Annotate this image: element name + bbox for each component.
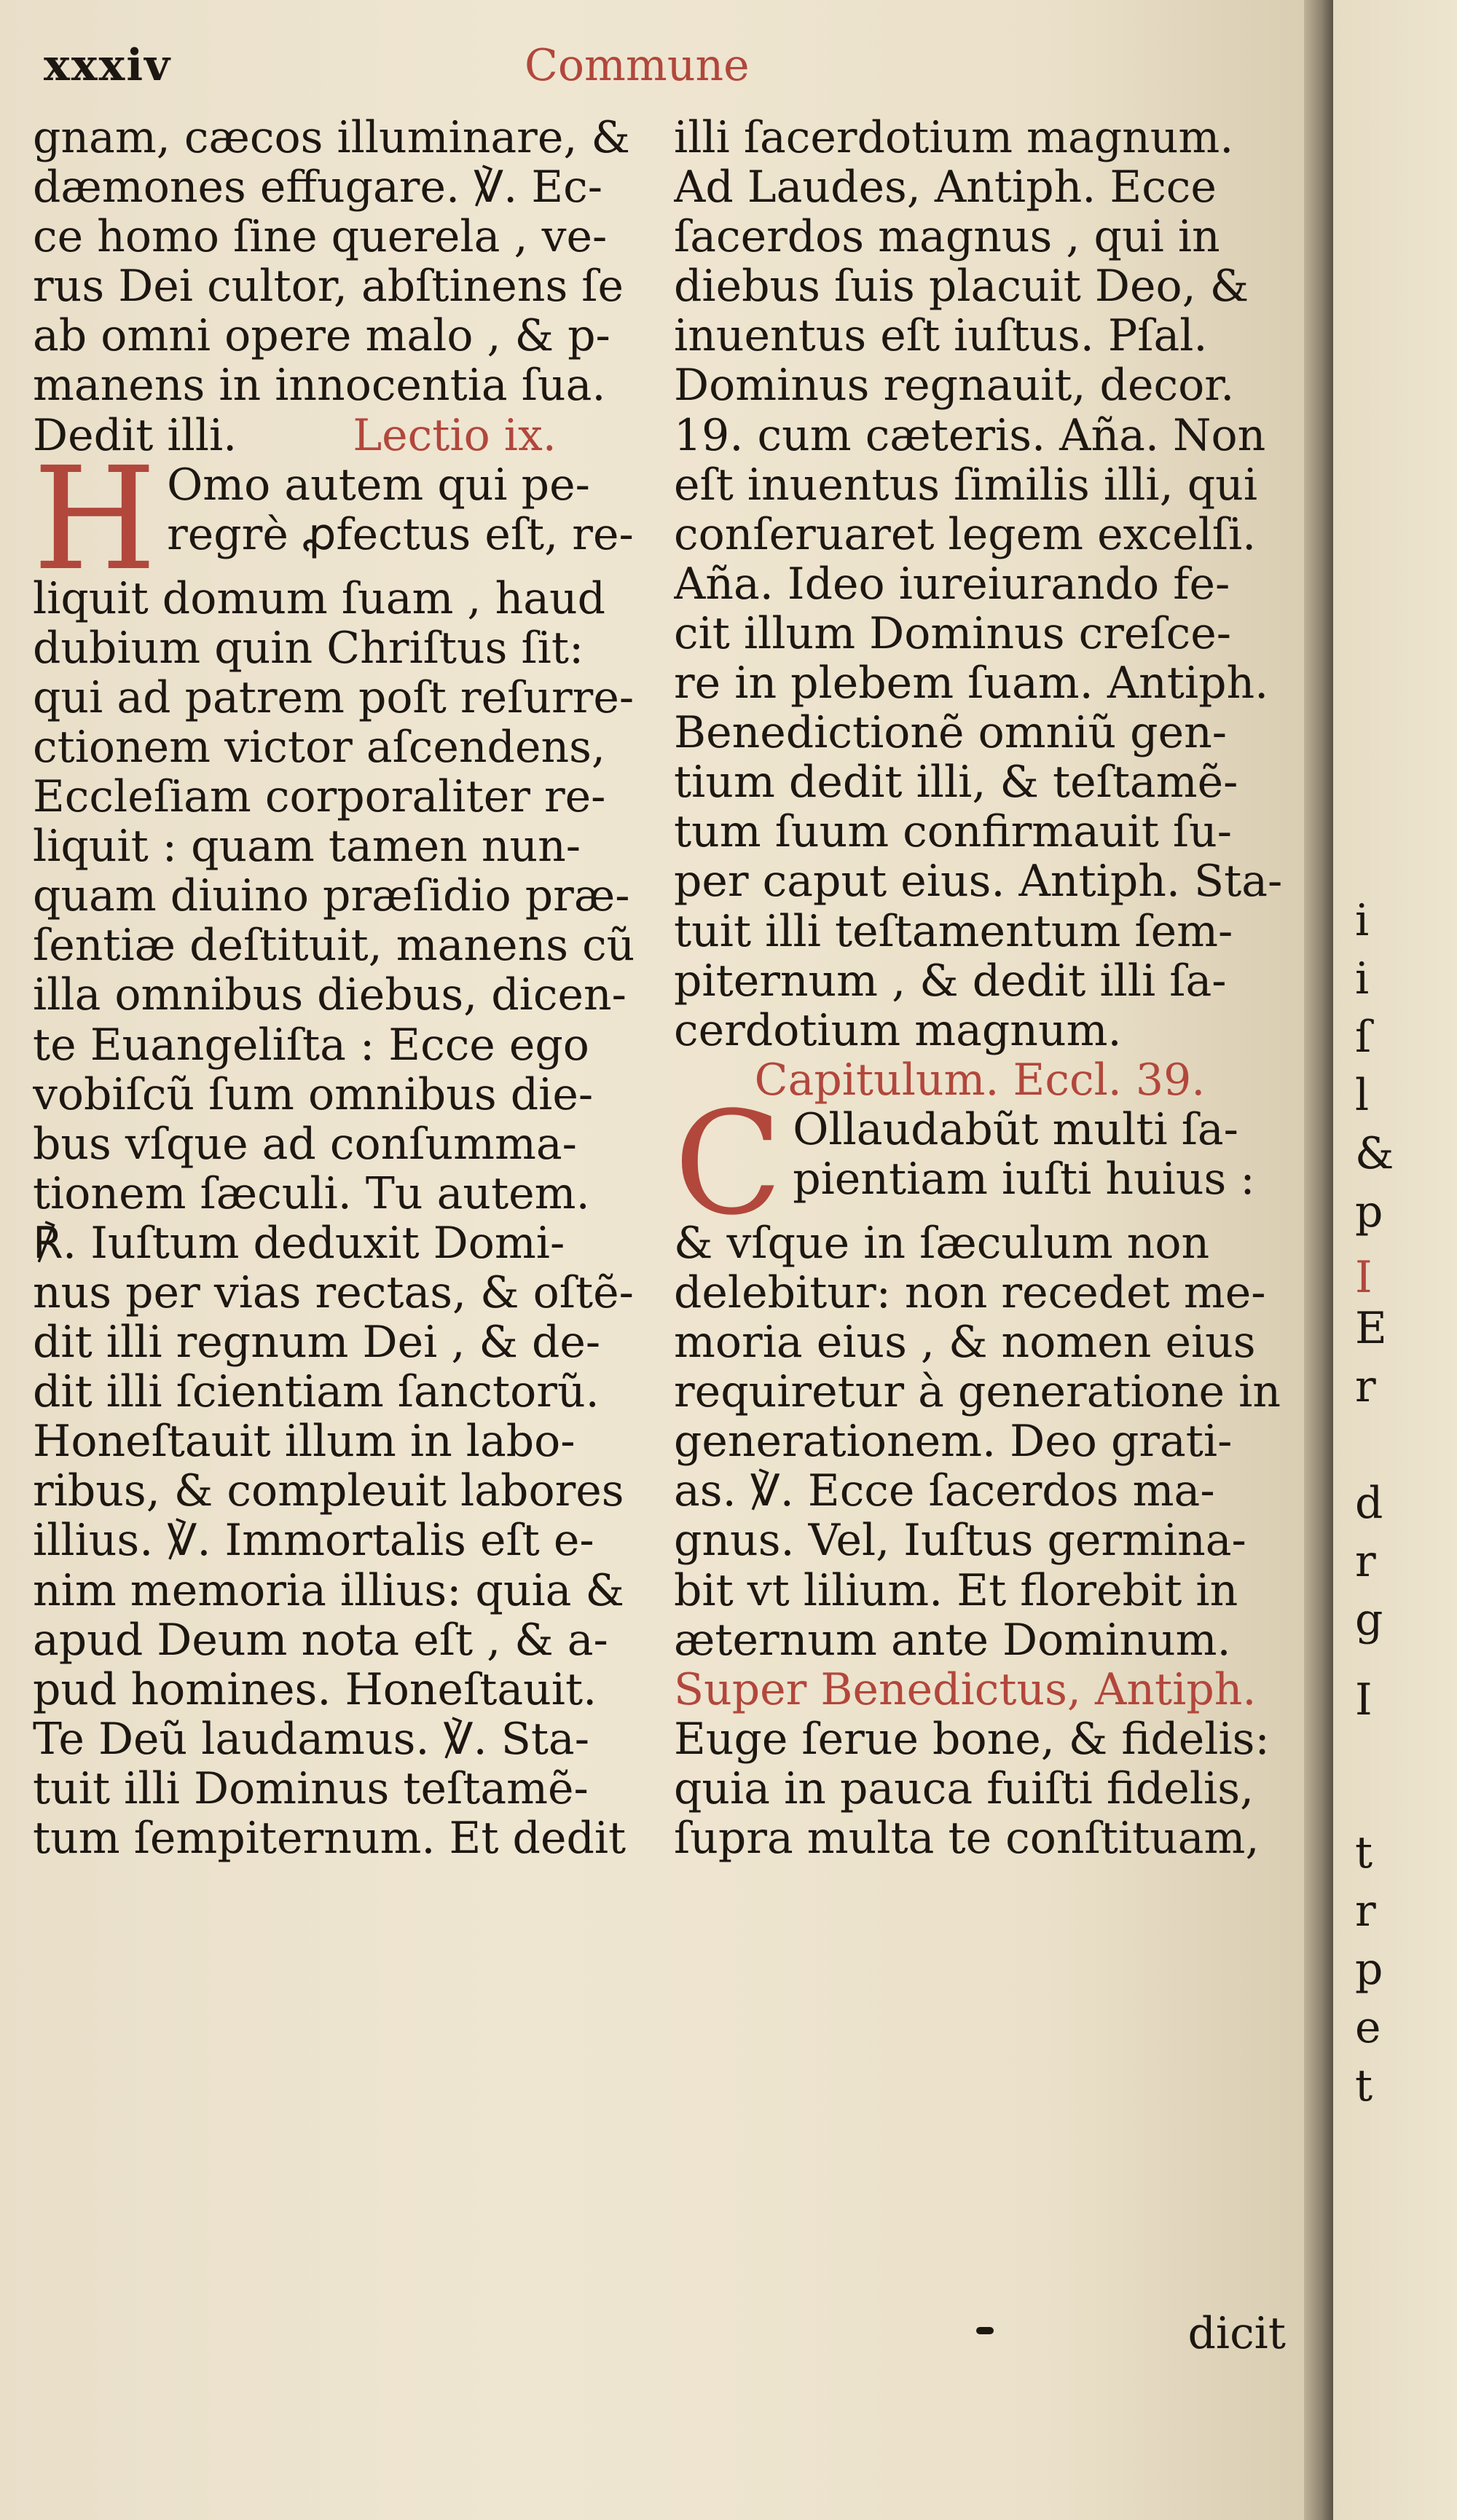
text-line: apud Deum nota eſt , & a- [33, 1615, 608, 1665]
catchword: dicit [1187, 2308, 1286, 2359]
text-line: vobiſcũ ſum omnibus die- [33, 1069, 594, 1119]
text-line: tum ſempiternum. Et dedit [33, 1814, 627, 1864]
text-line: Aña. Ideo iureiurando fe- [674, 559, 1230, 609]
facing-letter: I [1355, 1674, 1372, 1725]
text-line: diebus ſuis placuit Deo, & [674, 261, 1249, 312]
facing-letter: I [1355, 1252, 1372, 1303]
text-line: & vſque in ſæculum non [674, 1218, 1210, 1268]
facing-page-edge [1333, 0, 1457, 2520]
facing-letter: r [1355, 1536, 1376, 1587]
text-line: dit illi regnum Dei , & de- [33, 1318, 601, 1368]
text-line: manens in innocentia ſua. [33, 361, 606, 411]
lesson-heading: Lectio ix. [353, 410, 557, 460]
text-line: cit illum Dominus creſce- [674, 608, 1231, 659]
text-line: liquit : quam tamen nun- [33, 822, 581, 872]
text-line: ribus, & compleuit labores [33, 1466, 624, 1516]
response-text: Dedit illi. [33, 410, 237, 460]
text-line: liquit domum ſuam , haud [33, 573, 606, 623]
page-header [44, 40, 1282, 106]
printer-mark [976, 2327, 994, 2334]
text-line: piternum , & dedit illi ſa- [674, 956, 1227, 1006]
text-line: Euge ſerue bone, & fidelis: [674, 1714, 1270, 1764]
text-line: pud homines. Honeſtauit. [33, 1664, 597, 1714]
text-line: ctionem victor aſcendens, [33, 722, 605, 773]
text-line: Ollaudabũt multi ſa- [793, 1104, 1238, 1155]
text-line: dubium quin Chriſtus ſit: [33, 623, 584, 673]
text-line: illius. ℣. Immortalis eſt e- [33, 1516, 594, 1566]
text-line: bus vſque ad conſumma- [33, 1119, 577, 1169]
facing-letter: r [1355, 1361, 1376, 1412]
text-line: te Euangeliſta : Ecce ego [33, 1020, 589, 1070]
left-column [33, 113, 645, 1863]
text-line: inuentus eſt iuſtus. Pſal. [674, 311, 1208, 361]
facing-letter: p [1355, 1944, 1383, 1995]
text-line: Te Deũ laudamus. ℣. Sta- [33, 1714, 589, 1764]
text-line: gnam, cæcos illuminare, & [33, 113, 630, 163]
drop-cap-initial: C [674, 1104, 783, 1218]
text-line: Ad Laudes, Antiph. Ecce [674, 162, 1217, 213]
facing-letter: d [1355, 1478, 1383, 1529]
facing-letter: e [1355, 2002, 1381, 2053]
text-line: re in plebem ſuam. Antiph. [674, 658, 1269, 709]
text-line: dit illi ſcientiam ſanctorũ. [33, 1367, 600, 1417]
text-line: æternum ante Dominum. [674, 1615, 1231, 1665]
chapter-heading: Capitulum. Eccl. 39. [754, 1055, 1206, 1105]
facing-letter: E [1355, 1303, 1387, 1354]
text-line [33, 411, 645, 460]
folio-number: xxxiv [44, 40, 171, 91]
text-line: cerdotium magnum. [674, 1005, 1122, 1055]
text-line: quia in pauca fuiſti fidelis, [674, 1763, 1254, 1814]
text-line: tium dedit illi, & teſtamẽ- [674, 757, 1238, 808]
text-line: Eccleſiam corporaliter re- [33, 772, 606, 822]
text-line: moria eius , & nomen eius [674, 1318, 1256, 1368]
text-line: ab omni opere malo , & p- [33, 311, 610, 361]
text-line: quam diuino præſidio præ- [33, 871, 630, 921]
text-line: dæmones effugare. ℣. Ec- [33, 162, 602, 213]
initial-block [33, 460, 645, 574]
facing-letter: t [1355, 2060, 1373, 2111]
text-line: Benedictionẽ omniũ gen- [674, 708, 1227, 758]
facing-letter: & [1355, 1128, 1394, 1179]
text-line: gnus. Vel, Iuſtus germina- [674, 1516, 1246, 1566]
facing-letter: g [1355, 1594, 1383, 1645]
antiphon-heading: Super Benedictus, Antiph. [674, 1664, 1257, 1714]
text-line: tionem ſæculi. Tu autem. [33, 1168, 590, 1218]
facing-letter: l [1355, 1070, 1370, 1121]
text-line: pientiam iuſti huius : [793, 1153, 1255, 1205]
initial-block [674, 1105, 1286, 1218]
drop-cap-initial: H [33, 460, 157, 574]
text-line: Omo autem qui pe- [167, 460, 590, 511]
book-gutter [1304, 0, 1333, 2520]
text-line: nus per vias rectas, & oſtẽ- [33, 1267, 634, 1318]
text-line: Dominus regnauit, decor. [674, 361, 1235, 411]
facing-letter: t [1355, 1827, 1373, 1878]
text-line: eſt inuentus ſimilis illi, qui [674, 460, 1258, 510]
text-line: Honeſtauit illum in labo- [33, 1417, 576, 1467]
text-line: delebitur: non recedet me- [674, 1267, 1266, 1318]
text-line: qui ad patrem poſt reſurre- [33, 672, 635, 722]
text-line: ſupra multa te conſtituam, [674, 1814, 1260, 1864]
text-line: per caput eius. Antiph. Sta- [674, 857, 1283, 907]
text-line: ſacerdos magnus , qui in [674, 212, 1220, 262]
facing-letter: i [1355, 953, 1370, 1004]
facing-letter: p [1355, 1186, 1383, 1237]
text-line: rus Dei cultor, abſtinens ſe [33, 261, 624, 312]
text-line: ce homo ſine querela , ve- [33, 212, 608, 262]
text-line: ſentiæ deſtituit, manens cũ [33, 921, 635, 971]
text-line: requiretur à generatione in [674, 1367, 1281, 1417]
text-line: tuit illi teſtamentum ſem- [674, 906, 1233, 956]
facing-letter: r [1355, 1886, 1376, 1937]
text-line: ℟. Iuſtum deduxit Domi- [33, 1218, 565, 1268]
text-line: nim memoria illius: quia & [33, 1565, 624, 1615]
text-line: illi ſacerdotium magnum. [674, 113, 1234, 163]
text-line: regrè ꝓfectus eſt, re- [167, 508, 634, 560]
facing-letter: i [1355, 895, 1370, 946]
text-line: illa omnibus diebus, dicen- [33, 970, 627, 1020]
text-line: tum ſuum confirmauit ſu- [674, 807, 1233, 857]
text-line: conſeruaret legem excelſi. [674, 509, 1257, 559]
running-title: Commune [525, 40, 750, 91]
text-line: as. ℣. Ecce ſacerdos ma- [674, 1466, 1215, 1516]
text-line: 19. cum cæteris. Aña. Non [674, 410, 1266, 460]
facing-letter: ſ [1355, 1012, 1372, 1063]
right-column [674, 113, 1286, 1863]
text-line: bit vt lilium. Et florebit in [674, 1565, 1238, 1615]
text-line: generationem. Deo grati- [674, 1417, 1233, 1467]
text-line: tuit illi Dominus teſtamẽ- [33, 1763, 589, 1814]
